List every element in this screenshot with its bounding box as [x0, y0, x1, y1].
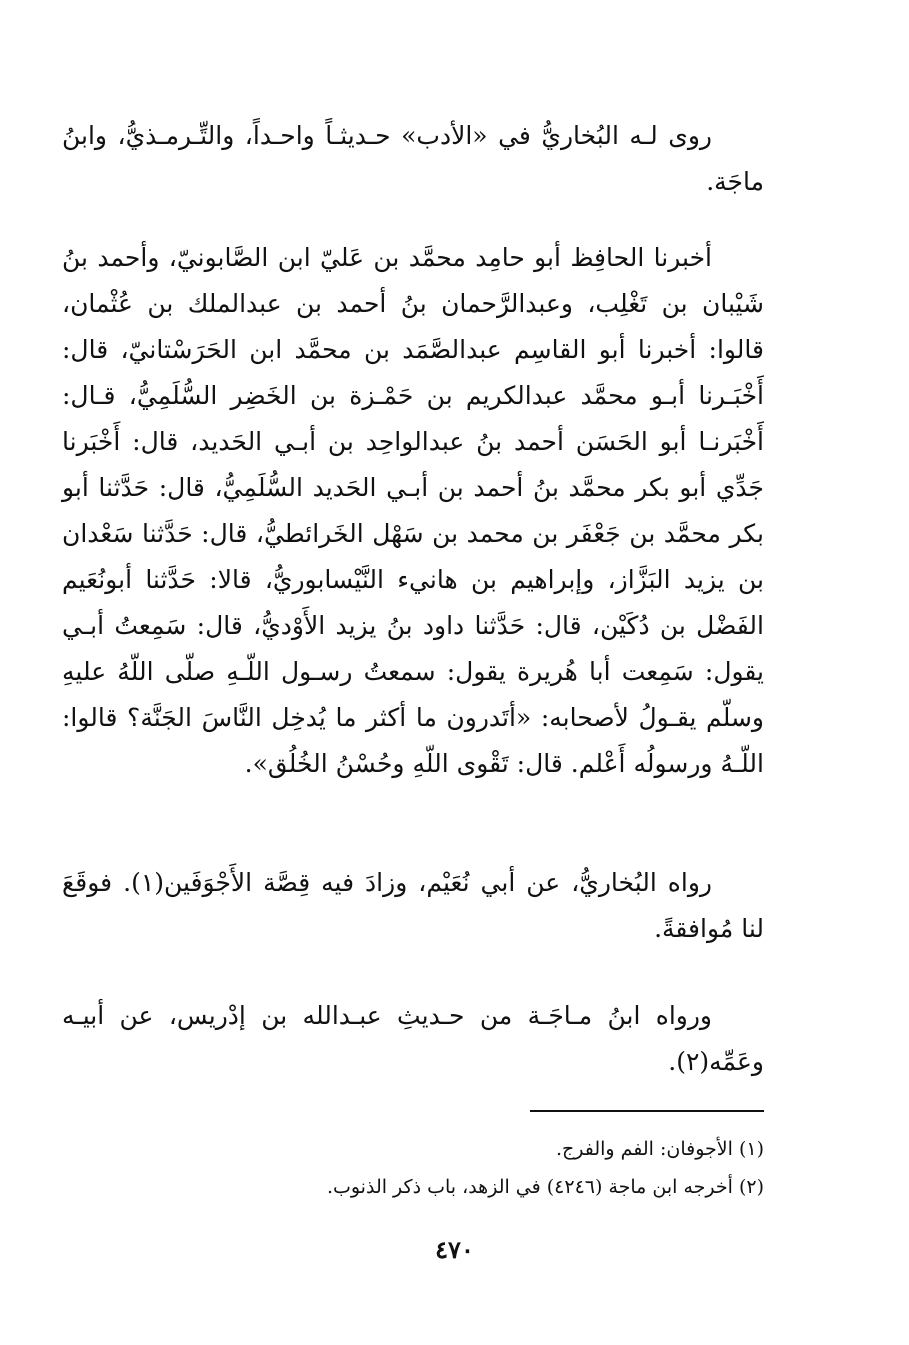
page-number: ٤٧٠: [435, 1235, 474, 1264]
paragraph-narration-note: روى لـه البُخاريُّ في «الأدب» حـديثـاً واحـداً، والتِّـرمـذيُّ، وابنُ ماجَة.: [62, 121, 764, 196]
paragraph-hadith-chain: أخبرنا الحافِظ أبو حامِد محمَّد بن عَليّ ابن الصَّابونيّ، وأحمد بنُ شَيْبان بن تَغْلِب، وعبدالرَّحمان بنُ أحمد بن عبدالملك بن عُثْمان، قالوا: أخبرنا أبو القاسِم عبدالصَّمَد بن محمَّد ابن الحَرَسْتانيّ، قال: أَخْبَـرنا أبـو محمَّد عبدالكريم بن حَمْـزة بن الخَضِر السُّلَمِيُّ، قـال: أَخْبَرنـا أبو الحَسَن أحمد بنُ عبدالواحِد بن أبـي الحَديد، قال: أَخْبَرنا جَدِّي أبو بكر محمَّد بنُ أحمد بن أبـي الحَديد السُّلَمِيُّ، قال: حَدَّثنا أبو بكر محمَّد بن جَعْفَر بن محمد بن سَهْل الخَرائطيُّ، قال: حَدَّثنا سَعْدان بن يزيد البَزَّاز، وإبراهيم بن هانيء النَّيْسابوريُّ، قالا: حَدَّثنا أبونُعَيم الفَضْل بن دُكَيْن، قال: حَدَّثنا داود بنُ يزيد الأَوْديُّ، قال: سَمِعتُ أبـي يقول: سَمِعت أبا هُريرة يقول: سمعتُ رسـول اللّـهِ صلّى اللّهُ عليهِ وسلّم يقـولُ لأصحابه: «أتَدرون ما أكثر ما يُدخِل النَّاسَ الجَنَّة؟ قالوا: اللّـهُ ورسولُه أَعْلم. قال: تَقْوى اللّهِ وحُسْنُ الخُلُق».: [62, 243, 764, 778]
footnote-1: (١) الأجوفان: الفم والفرج.: [555, 1138, 764, 1160]
footnote-divider: [530, 1110, 764, 1112]
footnote-2: (٢) أخرجه ابن ماجة (٤٢٤٦) في الزهد، باب ذكر الذنوب.: [326, 1176, 764, 1198]
paragraph-ibn-majah-narration: ورواه ابنُ مـاجَـة من حـديثِ عبـدالله بن إدْريس، عن أبيـه وعَمِّه(٢).: [62, 1001, 764, 1076]
footnotes: [62, 1130, 764, 1206]
paragraph-bukhari-narration: رواه البُخاريُّ، عن أبي نُعَيْم، وزادَ فيه قِصَّة الأَجْوَفَين(١). فوقَعَ لنا مُوافقةً.: [62, 868, 764, 943]
